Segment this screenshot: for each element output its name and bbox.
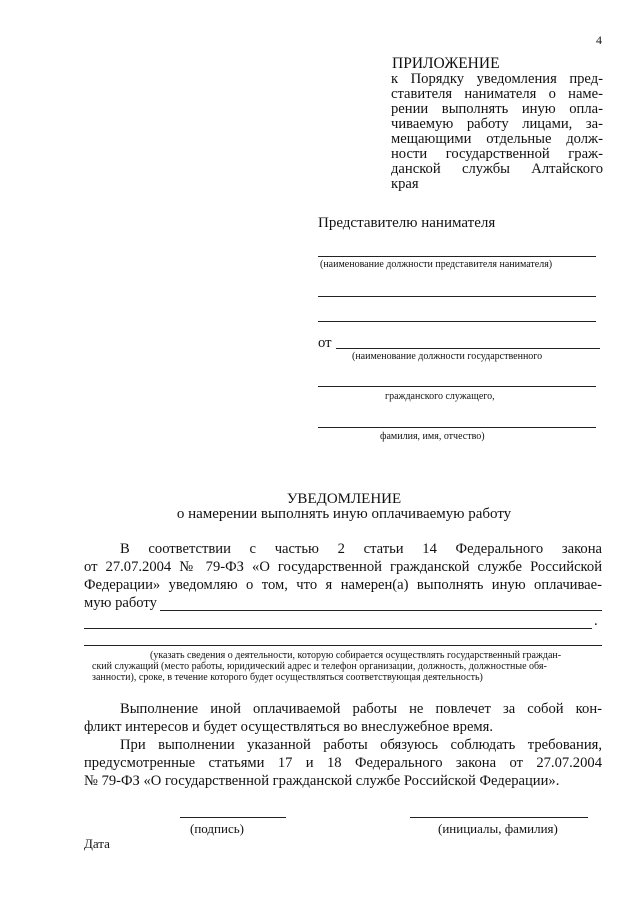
work-hint-line: ский служащий (место работы, юридический адрес и телефон организации, должность, должностные обя- bbox=[92, 661, 547, 672]
from-caption-name: фамилия, имя, отчество) bbox=[380, 431, 485, 442]
appendix-line: к Порядку уведомления пред- bbox=[391, 71, 603, 87]
paragraph-1-line-3: Федерации» уведомляю о том, что я намерен(а) выполнять иную оплачивае- bbox=[84, 577, 602, 593]
appendix-line: чиваемую работу лицами, за- bbox=[391, 116, 603, 132]
from-caption-position: (наименование должности государственного bbox=[352, 351, 543, 362]
paragraph-1-line-4: мую работу bbox=[84, 595, 157, 611]
notice-subtitle: о намерении выполнять иную оплачиваемую работу bbox=[176, 506, 512, 522]
date-label: Дата bbox=[84, 836, 110, 851]
position-blank-line-2[interactable] bbox=[318, 296, 596, 297]
appendix-line: ставителя нанимателя о наме- bbox=[391, 86, 603, 102]
paragraph-3-line-2: предусмотренные статьями 17 и 18 Федерального закона от 27.07.2004 bbox=[84, 755, 602, 771]
paragraph-2-line-2: фликт интересов и будет осуществляться во внеслужебное время. bbox=[84, 719, 494, 735]
addressee-to: Представителю нанимателя bbox=[318, 215, 496, 231]
work-blank-line-3[interactable] bbox=[84, 645, 602, 646]
from-blank-line-2[interactable] bbox=[318, 386, 596, 387]
notice-title: УВЕДОМЛЕНИЕ bbox=[286, 491, 402, 507]
appendix-line: ности государственной граж- bbox=[391, 146, 603, 162]
appendix-text bbox=[391, 72, 603, 192]
position-blank-line-3[interactable] bbox=[318, 321, 596, 322]
signature-caption: (подпись) bbox=[190, 821, 244, 836]
name-caption: (инициалы, фамилия) bbox=[438, 821, 558, 836]
paragraph-3-line-1: При выполнении указанной работы обязуюсь соблюдать требования, bbox=[120, 737, 602, 753]
from-blank-line[interactable] bbox=[336, 348, 600, 349]
signature-blank-line[interactable] bbox=[180, 817, 286, 818]
paragraph-3-line-3: № 79-ФЗ «О государственной гражданской службе Российской Федерации». bbox=[84, 773, 560, 789]
appendix-title: ПРИЛОЖЕНИЕ bbox=[392, 55, 500, 72]
paragraph-1-line-1: В соответствии с частью 2 статьи 14 Федерального закона bbox=[120, 541, 602, 557]
from-prefix: от bbox=[318, 335, 332, 351]
work-hint-line: (указать сведения о деятельности, которую собирается осуществлять государственный граждан- bbox=[150, 650, 562, 661]
appendix-line: мещающими отдельные долж- bbox=[391, 131, 603, 147]
paragraph-2-line-1: Выполнение иной оплачиваемой работы не повлечет за собой кон- bbox=[120, 701, 602, 717]
appendix-line: рении выполнять иную опла- bbox=[391, 101, 603, 117]
work-hint-line: занности), сроке, в течение которого будет осуществляться соответствующая деятельность) bbox=[92, 672, 483, 683]
work-blank-line-2[interactable] bbox=[84, 628, 592, 629]
name-blank-line[interactable] bbox=[410, 817, 588, 818]
position-blank-line[interactable] bbox=[318, 256, 596, 257]
appendix-line: данской службы Алтайского bbox=[391, 161, 603, 177]
from-blank-line-3[interactable] bbox=[318, 427, 596, 428]
page-number: 4 bbox=[596, 33, 602, 47]
work-blank-line[interactable] bbox=[160, 610, 602, 611]
work-blank-end: . bbox=[594, 613, 598, 629]
appendix-line: края bbox=[391, 176, 419, 192]
position-caption: (наименование должности представителя нанимателя) bbox=[320, 259, 553, 270]
from-caption-servant: гражданского служащего, bbox=[385, 391, 495, 402]
paragraph-1-line-2: от 27.07.2004 № 79-ФЗ «О государственной гражданской службе Российской bbox=[84, 559, 602, 575]
